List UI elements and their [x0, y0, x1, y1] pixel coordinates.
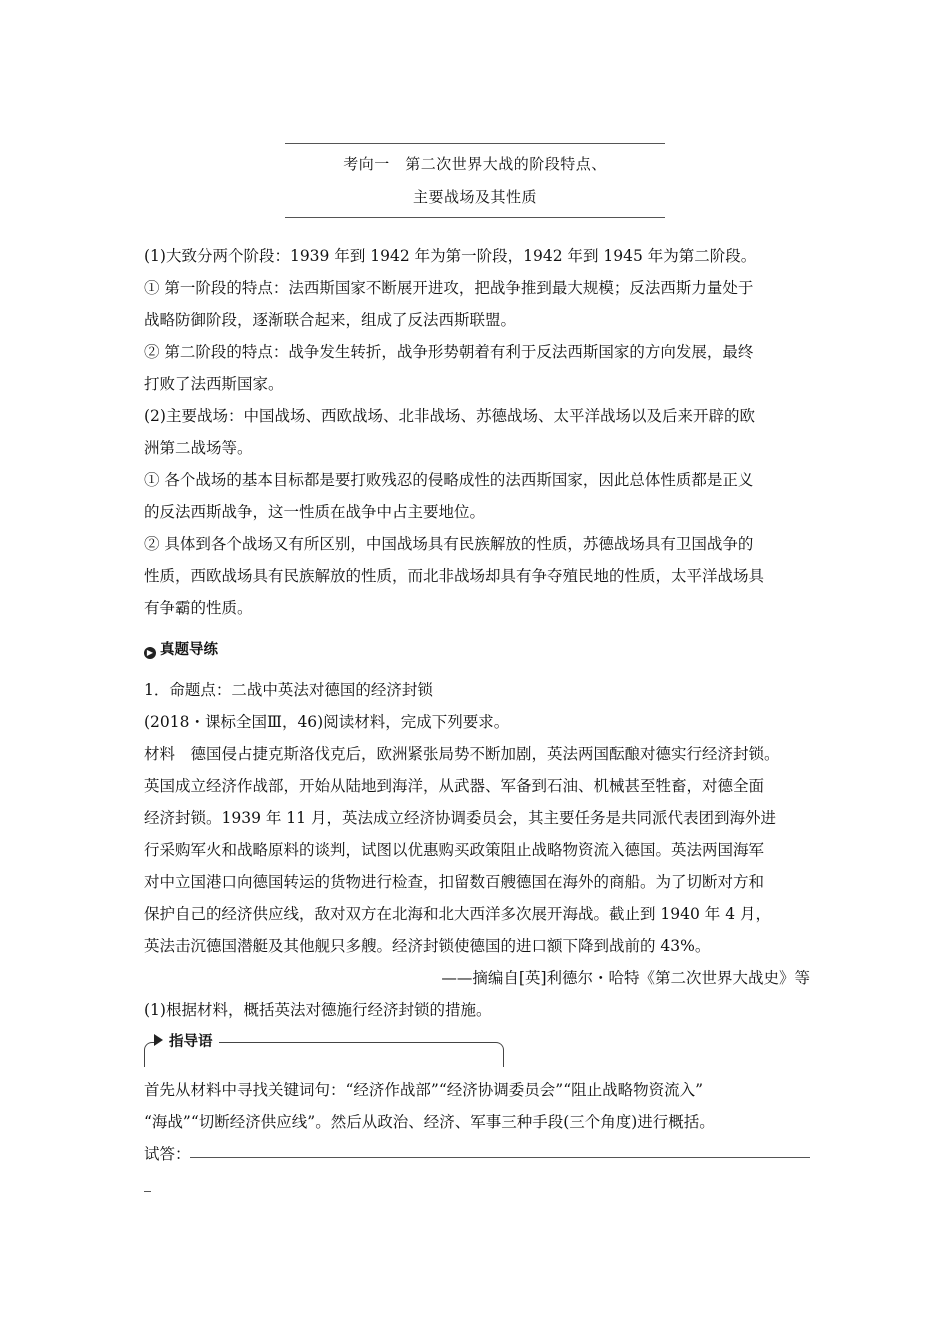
paragraph-line: 的反法西斯战争，这一性质在战争中占主要地位。 [144, 503, 486, 521]
paragraph-line: ② 具体到各个战场又有所区别，中国战场具有民族解放的性质，苏德战场具有卫国战争的 [144, 535, 754, 553]
paragraph-line: (2)主要战场：中国战场、西欧战场、北非战场、苏德战场、太平洋战场以及后来开辟的欧 [144, 407, 755, 425]
paragraph-line: ① 第一阶段的特点：法西斯国家不断展开进攻，把战争推到最大规模；反法西斯力量处于 [144, 279, 754, 297]
question-line: 1．命题点：二战中英法对德国的经济封锁 [144, 681, 433, 699]
answer-line[interactable] [190, 1157, 810, 1158]
guide-line: 首先从材料中寻找关键词句：“经济作战部”“经济协调委员会”“阻止战略物资流入” [144, 1081, 704, 1099]
material-line: 保护自己的经济供应线，敌对双方在北海和北大西洋多次展开海战。截止到 1940 年 4 月， [144, 905, 772, 923]
heading-top-rule [285, 143, 665, 144]
guide-label [154, 1030, 219, 1051]
play-circle-icon: ▶ [144, 647, 156, 659]
material-line: 英法击沉德国潜艇及其他舰只多艘。经济封锁使德国的进口额下降到战前的 43%。 [144, 937, 711, 955]
material-line: 经济封锁。1939 年 11 月，英法成立经济协调委员会，其主要任务是共同派代表团到海外进 [144, 809, 776, 827]
material-line: 英国成立经济作战部，开始从陆地到海洋，从武器、军备到石油、机械甚至牲畜，对德全面 [144, 777, 765, 795]
material-line: 对中立国港口向德国转运的货物进行检查，扣留数百艘德国在海外的商船。为了切断对方和 [144, 873, 765, 891]
paragraph-line: 有争霸的性质。 [144, 599, 253, 617]
sub-question: (1)根据材料，概括英法对德施行经济封锁的措施。 [144, 1001, 492, 1019]
paragraph-line: 战略防御阶段，逐渐联合起来，组成了反法西斯联盟。 [144, 311, 517, 329]
guide-line: “海战”“切断经济供应线”。然后从政治、经济、军事三种手段(三个角度)进行概括。 [144, 1113, 715, 1131]
guide-box [144, 1028, 502, 1066]
heading-line-1: 考向一 第二次世界大战的阶段特点、 [343, 155, 607, 173]
heading-bottom-rule [285, 217, 665, 218]
heading-line-2: 主要战场及其性质 [412, 188, 537, 206]
paragraph-line: ② 第二阶段的特点：战争发生转折，战争形势朝着有利于反法西斯国家的方向发展，最终 [144, 343, 754, 361]
question-line: (2018・课标全国Ⅲ，46)阅读材料，完成下列要求。 [144, 713, 510, 731]
paragraph-line: (1)大致分两个阶段：1939 年到 1942 年为第一阶段，1942 年到 1945 年为第二阶段。 [144, 247, 757, 265]
paragraph-line: ① 各个战场的基本目标都是要打败残忍的侵略成性的法西斯国家，因此总体性质都是正义 [144, 471, 754, 489]
material-source: ——摘编自[英]利德尔・哈特《第二次世界大战史》等 [441, 969, 810, 987]
guide-label-text: 指导语 [169, 1034, 213, 1050]
paragraph-line: 洲第二战场等。 [144, 439, 253, 457]
paragraph-line: 性质，西欧战场具有民族解放的性质，而北非战场却具有争夺殖民地的性质，太平洋战场具 [144, 567, 765, 585]
paragraph-line: 打败了法西斯国家。 [144, 375, 284, 393]
arrow-right-icon [154, 1034, 163, 1046]
material-line: 材料 德国侵占捷克斯洛伐克后，欧洲紧张局势不断加剧，英法两国酝酿对德实行经济封锁。 [144, 745, 780, 763]
section-title-text: 真题导练 [160, 642, 218, 658]
section-title [144, 638, 218, 659]
answer-label: 试答： [144, 1145, 191, 1163]
material-line: 行采购军火和战略原料的谈判，试图以优惠购买政策阻止战略物资流入德国。英法两国海军 [144, 841, 765, 859]
answer-line-continuation [144, 1191, 151, 1192]
